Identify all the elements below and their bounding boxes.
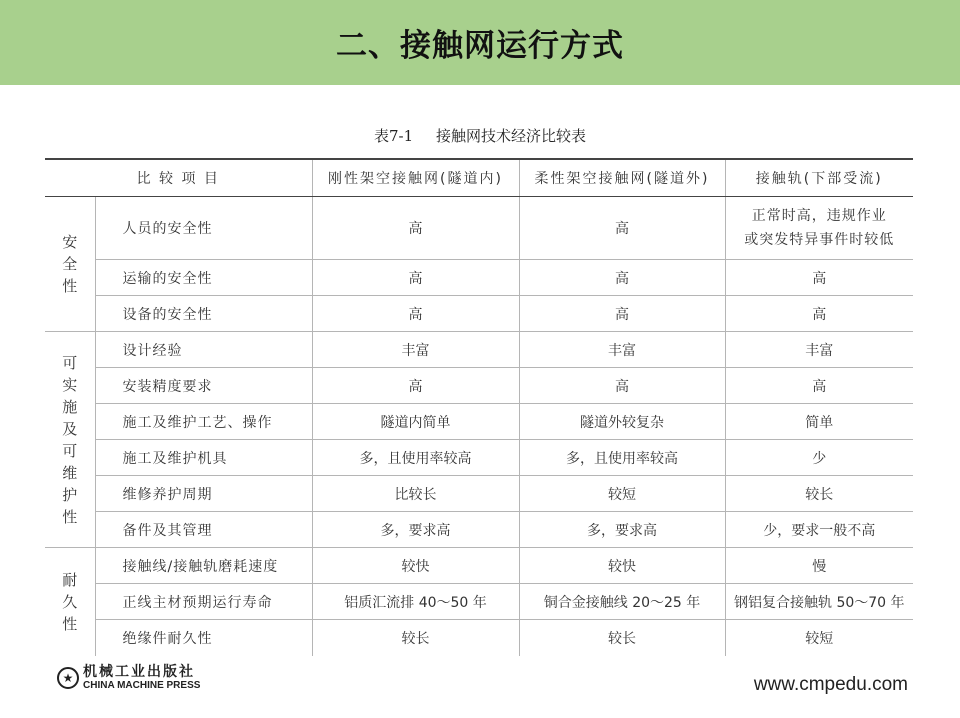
group-label-maintainability: 可 实 施 及 可 维 护 性: [45, 332, 95, 548]
table-caption-text: 接触网技术经济比较表: [435, 127, 586, 145]
cell-rail: 较短: [805, 630, 834, 647]
cell-flexible: 丰富: [519, 332, 725, 368]
row-item: 正线主材预期运行寿命: [95, 584, 312, 620]
cell-rigid: 较长: [312, 620, 519, 656]
table-row: [45, 368, 913, 404]
slide-title: 二、接触网运行方式: [336, 28, 624, 64]
header-compare-item: 比 较 项 目: [45, 159, 312, 197]
table-row: [45, 620, 913, 656]
table-row: [45, 440, 913, 476]
header-rigid-catenary: 刚性架空接触网(隧道内): [312, 159, 519, 197]
cell-rail: 高: [725, 368, 913, 404]
cell-flexible: 高: [519, 260, 725, 296]
table-row: [45, 197, 913, 260]
row-item: 运输的安全性: [95, 260, 312, 296]
table-row: [45, 548, 913, 584]
table-row: [45, 296, 913, 332]
cell-rigid: 高: [312, 260, 519, 296]
cell-rigid: 较快: [312, 548, 519, 584]
row-item: 施工及维护工艺、操作: [95, 404, 312, 440]
table-row: [45, 512, 913, 548]
row-item: 绝缘件耐久性: [95, 620, 312, 656]
header-contact-rail: 接触轨(下部受流): [725, 159, 913, 197]
cell-rigid: 丰富: [312, 332, 519, 368]
table-caption-number: 表7-1: [374, 127, 414, 145]
table-row: [45, 476, 913, 512]
table-caption: [0, 125, 960, 146]
cell-flexible: 高: [519, 296, 725, 332]
publisher-emblem-icon: ★: [57, 667, 79, 689]
table-row: [45, 404, 913, 440]
cell-rigid: 高: [312, 368, 519, 404]
cell-rail: 高: [725, 296, 913, 332]
cell-rail: 高: [725, 260, 913, 296]
table-row: [45, 584, 913, 620]
cell-flexible: 较长: [519, 620, 725, 656]
row-item: 施工及维护机具: [95, 440, 312, 476]
row-item: 安装精度要求: [95, 368, 312, 404]
row-item: 备件及其管理: [95, 512, 312, 548]
cell-rail: 较长: [725, 476, 913, 512]
row-item: 设计经验: [95, 332, 312, 368]
cell-flexible: 较快: [519, 548, 725, 584]
row-item: 人员的安全性: [95, 197, 312, 260]
cell-rigid: 隧道内简单: [312, 404, 519, 440]
cell-flexible: 铜合金接触线 20～25 年: [519, 584, 725, 620]
cell-rail: 丰富: [725, 332, 913, 368]
publisher-url[interactable]: www.cmpedu.com: [753, 674, 908, 695]
publisher-name-en: CHINA MACHINE PRESS: [83, 680, 201, 691]
table-row: [45, 260, 913, 296]
cell-rigid: 多，要求高: [312, 512, 519, 548]
cell-rail: 钢铝复合接触轨 50～70 年: [725, 584, 913, 620]
table-row: [45, 332, 913, 368]
cell-rail: 简单: [725, 404, 913, 440]
cell-rigid: 高: [312, 197, 519, 260]
cell-rail: 慢: [725, 548, 913, 584]
row-item: 接触线/接触轨磨耗速度: [95, 548, 312, 584]
cell-rigid: 比较长: [312, 476, 519, 512]
table-header-row: [45, 159, 913, 197]
cell-flexible: 隧道外较复杂: [519, 404, 725, 440]
cell-flexible: 高: [519, 368, 725, 404]
comparison-table: [45, 158, 913, 656]
cell-rigid: 多，且使用率较高: [312, 440, 519, 476]
row-item: 设备的安全性: [95, 296, 312, 332]
cell-rigid: 高: [312, 296, 519, 332]
title-band: [0, 0, 960, 85]
publisher-name-cn: 机械工业出版社: [83, 664, 195, 680]
cell-flexible: 多，且使用率较高: [519, 440, 725, 476]
cell-rail: 少，要求一般不高: [725, 512, 913, 548]
cell-flexible: 较短: [519, 476, 725, 512]
publisher-logo: [57, 664, 200, 692]
group-label-safety: 安 全 性: [45, 197, 95, 332]
header-flexible-catenary: 柔性架空接触网(隧道外): [519, 159, 725, 197]
cell-rail: 正常时高，违规作业 或突发特异事件时较低: [725, 197, 913, 260]
cell-rail: 少: [725, 440, 913, 476]
cell-rigid: 铝质汇流排 40～50 年: [312, 584, 519, 620]
group-label-durability: 耐 久 性: [45, 548, 95, 656]
cell-flexible: 高: [519, 197, 725, 260]
cell-flexible: 多，要求高: [519, 512, 725, 548]
row-item: 维修养护周期: [95, 476, 312, 512]
